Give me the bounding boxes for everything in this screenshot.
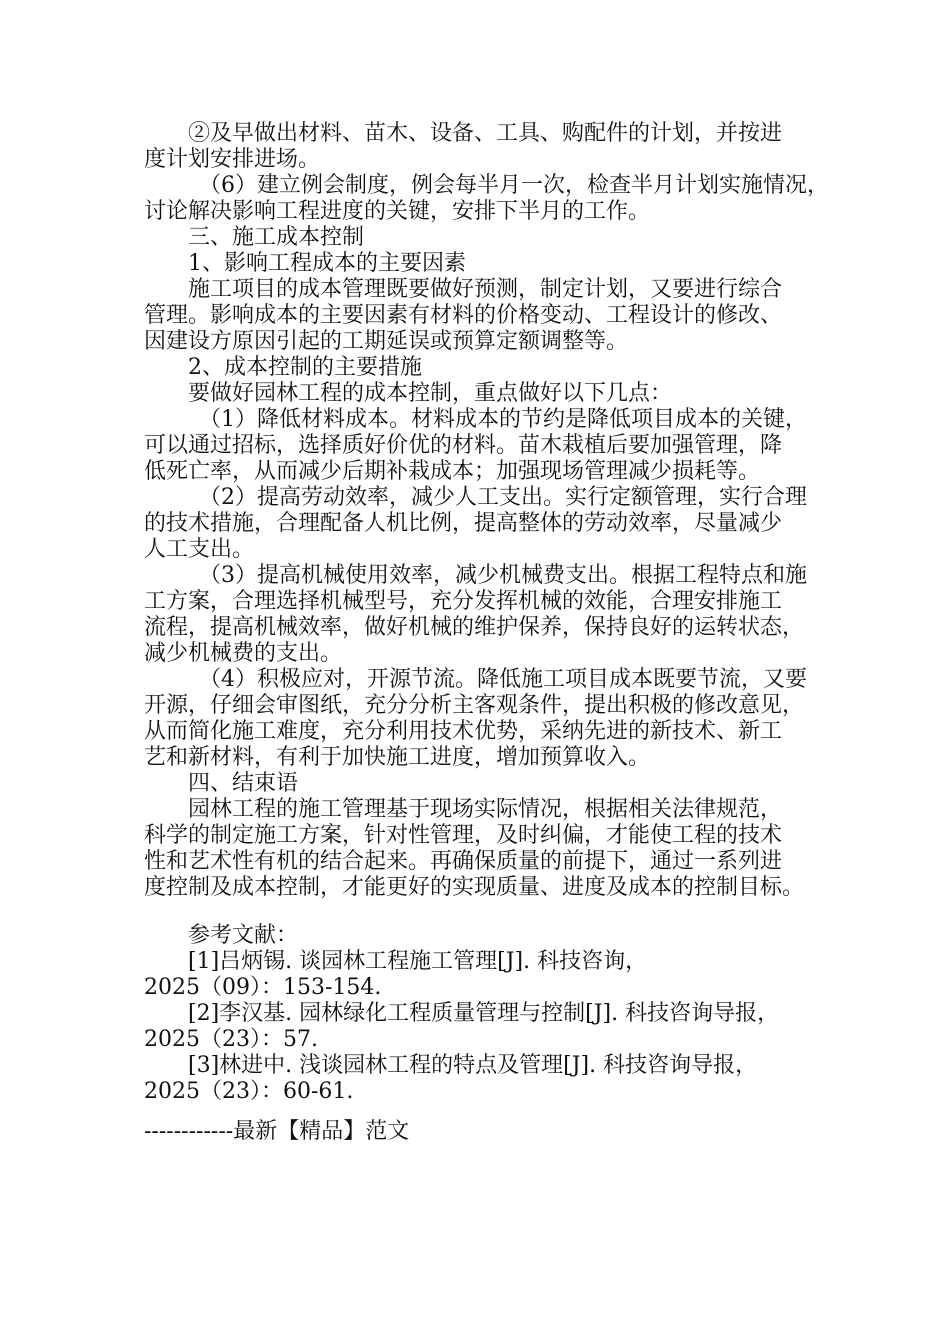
paragraph-line: 性和艺术性有机的结合起来。再确保质量的前提下，通过一系列进: [144, 849, 783, 874]
paragraph-line: （1）降低材料成本。材料成本的节约是降低项目成本的关键，: [199, 407, 807, 432]
paragraph-line: 低死亡率，从而减少后期补栽成本；加强现场管理减少损耗等。: [144, 459, 761, 484]
paragraph-line: （2）提高劳动效率，减少人工支出。实行定额管理，实行合理: [199, 485, 807, 510]
paragraph-line: （4）积极应对，开源节流。降低施工项目成本既要节流，又要: [199, 667, 807, 692]
reference-entry: 2025（23）：60-61.: [144, 1079, 354, 1104]
page-footer: ------------最新【精品】范文: [144, 1119, 410, 1144]
subsection-heading: 2、成本控制的主要措施: [188, 355, 422, 380]
reference-entry: [3]林进中. 浅谈园林工程的特点及管理[J]. 科技咨询导报，: [188, 1053, 758, 1078]
paragraph-line: ②及早做出材料、苗木、设备、工具、购配件的计划，并按进: [188, 121, 783, 146]
document-body: [144, 121, 829, 1105]
paragraph-line: 减少机械费的支出。: [144, 641, 343, 666]
paragraph-line: 因建设方原因引起的工期延误或预算定额调整等。: [144, 329, 629, 354]
paragraph-line: 从而简化施工难度，充分利用技术优势，采纳先进的新技术、新工: [144, 719, 783, 744]
paragraph-line: 度控制及成本控制，才能更好的实现质量、进度及成本的控制目标。: [144, 875, 805, 900]
paragraph-line: 管理。影响成本的主要因素有材料的价格变动、工程设计的修改、: [144, 303, 783, 328]
paragraph-line: 讨论解决影响工程进度的关键，安排下半月的工作。: [144, 199, 651, 224]
reference-entry: [1]吕炳锡. 谈园林工程施工管理[J]. 科技咨询，: [188, 949, 648, 974]
paragraph-line: 开源，仔细会审图纸，充分分析主客观条件，提出积极的修改意见，: [144, 693, 805, 718]
paragraph-line: 人工支出。: [144, 537, 255, 562]
paragraph-line: 流程，提高机械效率，做好机械的维护保养，保持良好的运转状态，: [144, 615, 805, 640]
paragraph-line: （6）建立例会制度，例会每半月一次，检查半月计划实施情况，: [199, 173, 829, 198]
paragraph-line: （3）提高机械使用效率，减少机械费支出。根据工程特点和施: [199, 563, 807, 588]
section-heading: 三、施工成本控制: [188, 225, 365, 250]
subsection-heading: 1、影响工程成本的主要因素: [188, 251, 466, 276]
reference-entry: 2025（09）：153-154.: [144, 975, 382, 1000]
paragraph-line: 度计划安排进场。: [144, 147, 321, 172]
paragraph-line: 艺和新材料，有利于加快施工进度，增加预算收入。: [144, 745, 651, 770]
paragraph-line: 施工项目的成本管理既要做好预测，制定计划，又要进行综合: [188, 277, 783, 302]
paragraph-line: 科学的制定施工方案，针对性管理，及时纠偏，才能使工程的技术: [144, 823, 783, 848]
paragraph-line: 工方案，合理选择机械型号，充分发挥机械的效能，合理安排施工: [144, 589, 783, 614]
paragraph-line: 的技术措施，合理配备人机比例，提高整体的劳动效率，尽量减少: [144, 511, 783, 536]
paragraph-line: 要做好园林工程的成本控制，重点做好以下几点：: [188, 381, 673, 406]
reference-entry: [2]李汉基. 园林绿化工程质量管理与控制[J]. 科技咨询导报，: [188, 1001, 780, 1026]
paragraph-line: 园林工程的施工管理基于现场实际情况，根据相关法律规范，: [188, 797, 783, 822]
spacer: [144, 901, 824, 923]
paragraph-line: 可以通过招标，选择质好价优的材料。苗木栽植后要加强管理，降: [144, 433, 783, 458]
references-heading: 参考文献：: [188, 923, 299, 948]
section-heading: 四、结束语: [188, 771, 299, 796]
reference-entry: 2025（23）：57.: [144, 1027, 318, 1052]
